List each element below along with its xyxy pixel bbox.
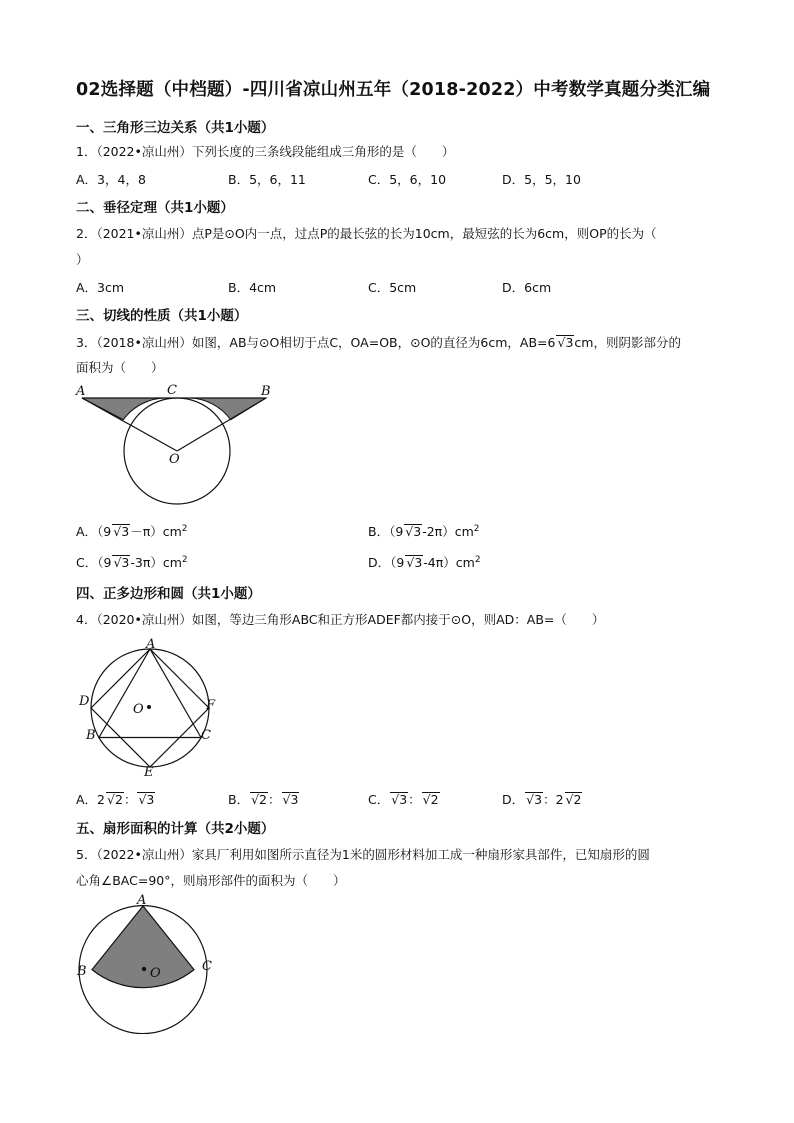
q4-label-e: E xyxy=(144,765,154,780)
q3-label-a: A xyxy=(76,384,86,399)
q4-d-r2: 2 xyxy=(573,792,582,807)
q3-d-sup: 2 xyxy=(474,554,481,565)
q3-label-o: O xyxy=(169,452,180,467)
q3-stem-sqrt: √3 xyxy=(557,335,574,350)
q4-a-r2: 3 xyxy=(146,792,155,807)
q4-a-sqrt2: √3 xyxy=(138,792,155,807)
page-title: 02选择题（中档题）-四川省凉山州五年（2018-2022）中考数学真题分类汇编 xyxy=(76,80,711,100)
q4-c-r1: 3 xyxy=(399,792,408,807)
q4-c-mid: ： xyxy=(408,792,421,807)
q3-option-a xyxy=(76,522,188,540)
q3-d-pre: D．（9 xyxy=(368,555,405,570)
question-5-stem-line1: 5．（2022•凉山州）家具厂利用如图所示直径为1米的圆形材料加工成一种扇形家具部件，已知扇形的圆 xyxy=(76,847,650,862)
q1-option-d: D．5，5，10 xyxy=(502,172,581,187)
section-heading-1: 一、三角形三边关系（共1小题） xyxy=(76,120,275,136)
question-2-stem-line2: ） xyxy=(76,252,89,267)
q3-label-b: B xyxy=(261,384,271,399)
q1-option-a: A．3，4，8 xyxy=(76,172,146,187)
q3-stem-text-a: 3．（2018•凉山州）如图，AB与⊙O相切于点C，OA=OB，⊙O的直径为6cm，AB=6 xyxy=(76,335,556,350)
q5-shaded-sector xyxy=(92,906,194,988)
q3-b-post: -2π）cm xyxy=(422,524,474,539)
q2-option-d: D．6cm xyxy=(502,280,552,295)
q2-option-c: C．5cm xyxy=(368,280,417,295)
question-2-stem-line1: 2．（2021•凉山州）点P是⊙O内一点，过点P的最长弦的长为10cm，最短弦的长为6cm，则OP的长为（ xyxy=(76,226,657,241)
q4-figure xyxy=(74,632,224,780)
q4-a-sqrt1: √2 xyxy=(107,792,123,807)
q3-b-sup: 2 xyxy=(473,523,480,534)
q4-c-sqrt2: √2 xyxy=(422,792,439,807)
q3-d-radicand: 3 xyxy=(414,555,423,570)
q3-stem-text-b: cm，则阴影部分的 xyxy=(574,335,681,350)
q4-d-sqrt2: √2 xyxy=(565,792,582,807)
q3-c-sup: 2 xyxy=(181,554,188,565)
q4-a-mid: ： xyxy=(123,792,137,807)
q5-label-a: A xyxy=(137,893,147,908)
q2-option-a: A．3cm xyxy=(76,280,125,295)
q3-a-sqrt: √3 xyxy=(113,524,130,539)
q4-d-pre: D． xyxy=(502,792,525,807)
question-1-stem: 1．（2022•凉山州）下列长度的三条线段能组成三角形的是（ ） xyxy=(76,144,455,159)
q4-b-r2: 3 xyxy=(290,792,299,807)
q3-option-d xyxy=(368,553,481,571)
q4-label-c: C xyxy=(201,728,211,743)
section-heading-3: 三、切线的性质（共1小题） xyxy=(76,308,248,324)
q3-a-pre: A．（9 xyxy=(76,524,112,539)
q2-option-b: B．4cm xyxy=(228,280,277,295)
q3-a-radicand: 3 xyxy=(121,524,130,539)
section-heading-2: 二、垂径定理（共1小题） xyxy=(76,200,234,216)
q4-a-r1: 2 xyxy=(114,792,123,807)
question-3-stem-line2: 面积为（ ） xyxy=(76,360,164,375)
question-5-stem-line2: 心角∠BAC=90°，则扇形部件的面积为（ ） xyxy=(76,873,346,888)
q4-label-b: B xyxy=(86,728,96,743)
q3-c-sqrt: √3 xyxy=(113,555,130,570)
q4-b-sqrt1: √2 xyxy=(251,792,267,807)
q1-option-c: C．5，6，10 xyxy=(368,172,447,187)
q4-b-mid: ： xyxy=(268,792,281,807)
q1-option-b: B．5，6，11 xyxy=(228,172,306,187)
q5-center-dot xyxy=(142,967,146,971)
q3-figure xyxy=(70,380,280,510)
q3-c-radicand: 3 xyxy=(121,555,130,570)
q4-d-sqrt1: √3 xyxy=(526,792,543,807)
q4-a-pre: A．2 xyxy=(76,792,106,807)
q4-b-sqrt2: √3 xyxy=(282,792,299,807)
q3-c-pre: C．（9 xyxy=(76,555,112,570)
q4-b-r1: 2 xyxy=(259,792,267,807)
q4-center-dot xyxy=(147,705,151,709)
q4-label-d: D xyxy=(79,694,90,709)
q4-option-b xyxy=(228,790,299,808)
q4-equilateral-triangle xyxy=(99,649,201,738)
q4-c-sqrt1: √3 xyxy=(391,792,408,807)
q3-c-post: -3π）cm xyxy=(130,555,182,570)
q3-b-pre: B．（9 xyxy=(368,524,404,539)
q3-shaded-region-left xyxy=(82,398,166,420)
q4-label-o: O xyxy=(133,702,144,717)
q5-label-c: C xyxy=(202,959,212,974)
q3-d-post: -4π）cm xyxy=(423,555,475,570)
q3-shaded-region-right xyxy=(190,398,266,420)
q4-b-pre: B． xyxy=(228,792,250,807)
q3-a-sup: 2 xyxy=(181,523,188,534)
q3-b-radicand: 3 xyxy=(413,524,422,539)
q4-label-a: A xyxy=(146,637,156,652)
q3-b-sqrt: √3 xyxy=(405,524,422,539)
q4-option-d xyxy=(502,790,582,808)
q4-label-f: F xyxy=(206,698,216,713)
q4-d-r1: 3 xyxy=(534,792,543,807)
q4-c-pre: C． xyxy=(368,792,390,807)
q3-option-c xyxy=(76,553,188,571)
q5-label-b: B xyxy=(77,964,87,979)
q5-figure xyxy=(72,892,222,1034)
q5-label-o: O xyxy=(150,966,161,981)
question-3-stem-line1 xyxy=(76,333,681,351)
q4-option-a xyxy=(76,790,155,808)
q3-stem-radicand: 3 xyxy=(565,335,574,350)
q4-option-c xyxy=(368,790,440,808)
question-4-stem: 4．（2020•凉山州）如图，等边三角形ABC和正方形ADEF都内接于⊙O，则AD：AB=（ ） xyxy=(76,612,605,627)
q4-d-mid: ：2 xyxy=(543,792,564,807)
q3-a-post: －π）cm xyxy=(130,524,182,539)
q3-option-b xyxy=(368,522,479,540)
q4-c-r2: 2 xyxy=(430,792,439,807)
q3-d-sqrt: √3 xyxy=(406,555,423,570)
section-heading-5: 五、扇形面积的计算（共2小题） xyxy=(76,821,275,837)
section-heading-4: 四、正多边形和圆（共1小题） xyxy=(76,586,261,602)
q3-label-c: C xyxy=(167,383,177,398)
